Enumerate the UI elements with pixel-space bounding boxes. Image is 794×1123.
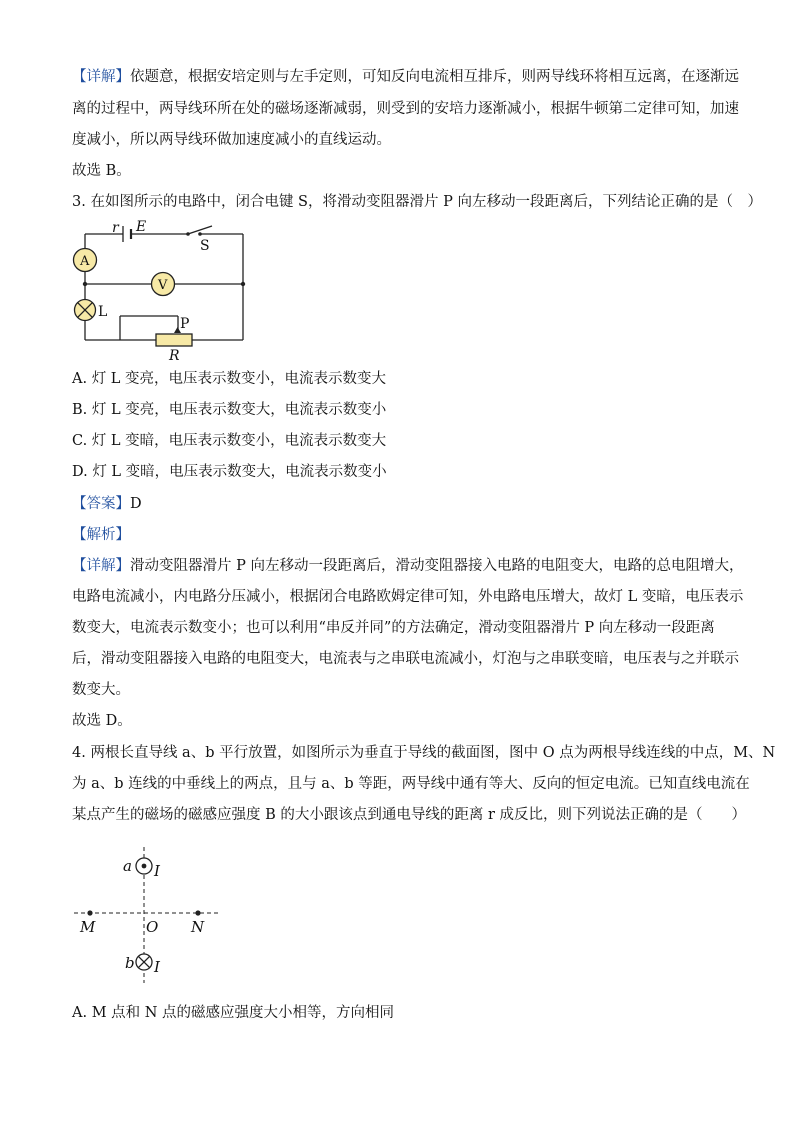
answer-line — [72, 494, 142, 514]
detail-q3-line-1 — [72, 556, 743, 576]
label-N: N — [191, 918, 205, 936]
label-V: V — [158, 278, 168, 293]
detail-q3-line-4: 后，滑动变阻器接入电路的电阻变大，电流表与之串联电流减小，灯泡与之串联变暗，电压表与之并联示 — [72, 651, 739, 667]
label-R: R — [169, 348, 180, 363]
option-3B: B. 灯 L 变亮，电压表示数变大，电流表示数变小 — [72, 402, 387, 418]
question-stem: 在如图所示的电路中，闭合电键 S，将滑动变阻器滑片 P 向左移动一段距离后，下列结论正确的是（ ） — [90, 194, 762, 210]
label-S: S — [200, 238, 210, 254]
label-M: M — [80, 918, 96, 936]
detail-line-2: 离的过程中，两导线环所在处的磁场逐渐减弱，则受到的安培力逐渐减小，根据牛顿第二定律可知，加速 — [72, 101, 739, 117]
choice-line-q2: 故选 B。 — [72, 163, 131, 179]
label-A: A — [80, 254, 90, 269]
label-r: r — [112, 220, 119, 236]
label-E: E — [136, 219, 147, 235]
question-4-stem-line-1 — [72, 743, 775, 763]
label-O: O — [146, 918, 159, 936]
option-3C: C. 灯 L 变暗，电压表示数变小，电流表示数变大 — [72, 433, 387, 449]
option-3D: D. 灯 L 变暗，电压表示数变大，电流表示数变小 — [72, 464, 387, 480]
question-number: 4. — [72, 745, 86, 761]
wire-cross-section-diagram — [70, 845, 230, 985]
rheostat — [156, 334, 192, 346]
detail-q3-line-5: 数变大。 — [72, 682, 130, 698]
label-I-bottom: I — [154, 958, 160, 976]
point-N — [195, 910, 200, 915]
question-3-stem — [72, 192, 762, 212]
detail-q3-text: 滑动变阻器滑片 P 向左移动一段距离后，滑动变阻器接入电路的电阻变大，电路的总电阻增大， — [130, 558, 744, 574]
answer-value: D — [130, 496, 142, 512]
detail-line-1 — [72, 67, 739, 87]
answer-tag: 【答案】 — [72, 496, 130, 512]
switch-contact-right — [198, 232, 202, 236]
detail-tag-q3: 【详解】 — [72, 558, 130, 574]
detail-text: 依题意，根据安培定则与左手定则，可知反向电流相互排斥，则两导线环将相互远离，在逐渐远 — [130, 69, 739, 85]
circuit-diagram — [70, 218, 250, 363]
wire-a-out-of-page — [136, 858, 152, 874]
wire-b-into-page — [136, 954, 152, 970]
label-I-top: I — [154, 862, 160, 880]
junction-right — [241, 282, 245, 286]
label-b: b — [125, 954, 135, 972]
question-number: 3. — [72, 194, 86, 210]
detail-tag: 【详解】 — [72, 69, 130, 85]
switch-contact-left — [186, 232, 190, 236]
question-4-stem-text: 两根长直导线 a、b 平行放置，如图所示为垂直于导线的截面图，图中 O 点为两根导线连线的中点，M、N — [90, 745, 776, 761]
analysis-line — [72, 525, 130, 545]
label-L: L — [98, 304, 108, 320]
detail-q3-line-2: 电路电流减小，内电路分压减小，根据闭合电路欧姆定律可知，外电路电压增大，故灯 L 变暗，电压表示 — [72, 589, 744, 605]
analysis-tag: 【解析】 — [72, 527, 130, 543]
label-a: a — [123, 857, 132, 875]
junction-left — [83, 282, 87, 286]
choice-line-q3: 故选 D。 — [72, 713, 132, 729]
option-3A: A. 灯 L 变亮，电压表示数变小，电流表示数变大 — [72, 371, 387, 387]
detail-line-3: 度减小，所以两导线环做加速度减小的直线运动。 — [72, 132, 391, 148]
question-4-stem-line-2: 为 a、b 连线的中垂线上的两点，且与 a、b 等距，两导线中通有等大、反向的恒定电流。已知直线电流在 — [72, 776, 750, 792]
point-M — [87, 910, 92, 915]
option-4A: A. M 点和 N 点的磁感应强度大小相等，方向相同 — [72, 1005, 395, 1021]
lamp — [75, 300, 96, 321]
detail-q3-line-3: 数变大，电流表示数变小；也可以利用“串反并同”的方法确定，滑动变阻器滑片 P 向左移动一段距离 — [72, 620, 715, 636]
question-4-stem-line-3: 某点产生的磁场的磁感应强度 B 的大小跟该点到通电导线的距离 r 成反比，则下列说法正确的是（ ） — [72, 807, 747, 823]
label-P: P — [180, 316, 190, 332]
